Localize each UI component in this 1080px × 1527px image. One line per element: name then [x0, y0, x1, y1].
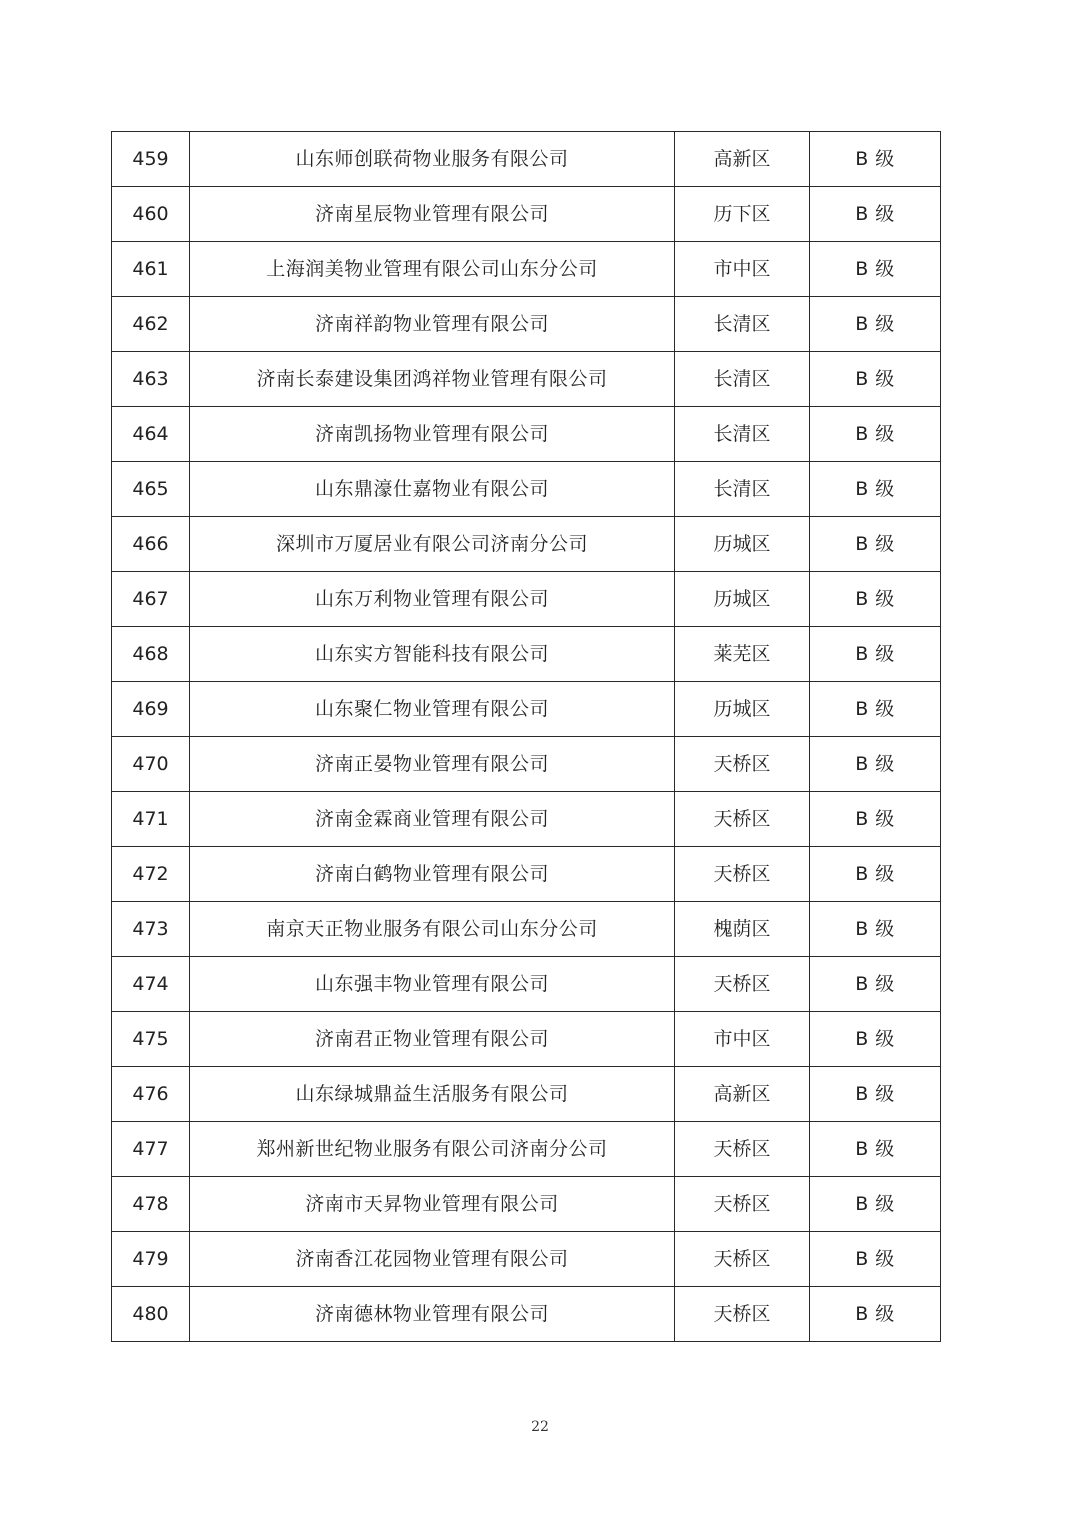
row-number-cell: 478	[112, 1177, 190, 1232]
row-number-cell: 471	[112, 792, 190, 847]
table-row	[112, 957, 941, 1012]
table-row	[112, 1067, 941, 1122]
table-row	[112, 1232, 941, 1287]
company-name-cell: 济南香江花园物业管理有限公司	[190, 1232, 675, 1287]
row-number-cell: 459	[112, 132, 190, 187]
district-cell: 天桥区	[675, 957, 810, 1012]
grade-cell: B 级	[810, 902, 941, 957]
table-row	[112, 1012, 941, 1067]
row-number-cell: 479	[112, 1232, 190, 1287]
company-name-cell: 山东万利物业管理有限公司	[190, 572, 675, 627]
row-number-cell: 461	[112, 242, 190, 297]
table-row	[112, 462, 941, 517]
grade-cell: B 级	[810, 1232, 941, 1287]
row-number-cell: 475	[112, 1012, 190, 1067]
row-number-cell: 477	[112, 1122, 190, 1177]
company-name-cell: 济南星辰物业管理有限公司	[190, 187, 675, 242]
company-name-cell: 济南白鹤物业管理有限公司	[190, 847, 675, 902]
table-row	[112, 682, 941, 737]
row-number-cell: 463	[112, 352, 190, 407]
table-row	[112, 737, 941, 792]
company-name-cell: 济南长泰建设集团鸿祥物业管理有限公司	[190, 352, 675, 407]
district-cell: 长清区	[675, 407, 810, 462]
district-cell: 槐荫区	[675, 902, 810, 957]
district-cell: 高新区	[675, 132, 810, 187]
district-cell: 历下区	[675, 187, 810, 242]
district-cell: 天桥区	[675, 1287, 810, 1342]
table-row	[112, 132, 941, 187]
district-cell: 市中区	[675, 1012, 810, 1067]
property-company-table	[111, 131, 941, 1342]
grade-cell: B 级	[810, 132, 941, 187]
grade-cell: B 级	[810, 297, 941, 352]
page-number: 22	[531, 1419, 549, 1435]
grade-cell: B 级	[810, 1122, 941, 1177]
district-cell: 历城区	[675, 517, 810, 572]
row-number-cell: 467	[112, 572, 190, 627]
grade-cell: B 级	[810, 352, 941, 407]
table-row	[112, 352, 941, 407]
table-row	[112, 297, 941, 352]
table-row	[112, 792, 941, 847]
grade-cell: B 级	[810, 187, 941, 242]
row-number-cell: 465	[112, 462, 190, 517]
row-number-cell: 462	[112, 297, 190, 352]
row-number-cell: 469	[112, 682, 190, 737]
row-number-cell: 464	[112, 407, 190, 462]
table-row	[112, 1177, 941, 1232]
table-row	[112, 847, 941, 902]
grade-cell: B 级	[810, 847, 941, 902]
table-row	[112, 517, 941, 572]
table-row	[112, 1287, 941, 1342]
district-cell: 天桥区	[675, 737, 810, 792]
row-number-cell: 476	[112, 1067, 190, 1122]
company-name-cell: 上海润美物业管理有限公司山东分公司	[190, 242, 675, 297]
grade-cell: B 级	[810, 792, 941, 847]
district-cell: 天桥区	[675, 1177, 810, 1232]
row-number-cell: 472	[112, 847, 190, 902]
table-row	[112, 1122, 941, 1177]
company-name-cell: 山东聚仁物业管理有限公司	[190, 682, 675, 737]
company-name-cell: 济南祥韵物业管理有限公司	[190, 297, 675, 352]
grade-cell: B 级	[810, 1177, 941, 1232]
company-name-cell: 山东鼎濠仕嘉物业有限公司	[190, 462, 675, 517]
table-body	[112, 132, 941, 1342]
grade-cell: B 级	[810, 242, 941, 297]
company-name-cell: 济南君正物业管理有限公司	[190, 1012, 675, 1067]
row-number-cell: 468	[112, 627, 190, 682]
company-name-cell: 山东师创联荷物业服务有限公司	[190, 132, 675, 187]
table-row	[112, 187, 941, 242]
company-name-cell: 济南金霖商业管理有限公司	[190, 792, 675, 847]
grade-cell: B 级	[810, 462, 941, 517]
district-cell: 历城区	[675, 682, 810, 737]
grade-cell: B 级	[810, 1287, 941, 1342]
table-row	[112, 242, 941, 297]
company-name-cell: 深圳市万厦居业有限公司济南分公司	[190, 517, 675, 572]
table-row	[112, 902, 941, 957]
company-name-cell: 济南德林物业管理有限公司	[190, 1287, 675, 1342]
table-row	[112, 572, 941, 627]
row-number-cell: 474	[112, 957, 190, 1012]
grade-cell: B 级	[810, 1012, 941, 1067]
row-number-cell: 480	[112, 1287, 190, 1342]
district-cell: 天桥区	[675, 847, 810, 902]
district-cell: 长清区	[675, 462, 810, 517]
row-number-cell: 466	[112, 517, 190, 572]
grade-cell: B 级	[810, 572, 941, 627]
grade-cell: B 级	[810, 627, 941, 682]
grade-cell: B 级	[810, 682, 941, 737]
district-cell: 市中区	[675, 242, 810, 297]
company-name-cell: 山东实方智能科技有限公司	[190, 627, 675, 682]
company-name-cell: 郑州新世纪物业服务有限公司济南分公司	[190, 1122, 675, 1177]
company-name-cell: 济南凯扬物业管理有限公司	[190, 407, 675, 462]
district-cell: 天桥区	[675, 1232, 810, 1287]
row-number-cell: 460	[112, 187, 190, 242]
district-cell: 长清区	[675, 352, 810, 407]
district-cell: 天桥区	[675, 1122, 810, 1177]
company-name-cell: 山东强丰物业管理有限公司	[190, 957, 675, 1012]
company-name-cell: 山东绿城鼎益生活服务有限公司	[190, 1067, 675, 1122]
company-name-cell: 济南市天昇物业管理有限公司	[190, 1177, 675, 1232]
grade-cell: B 级	[810, 957, 941, 1012]
row-number-cell: 470	[112, 737, 190, 792]
district-cell: 历城区	[675, 572, 810, 627]
district-cell: 莱芜区	[675, 627, 810, 682]
district-cell: 高新区	[675, 1067, 810, 1122]
table-row	[112, 407, 941, 462]
grade-cell: B 级	[810, 737, 941, 792]
table-row	[112, 627, 941, 682]
grade-cell: B 级	[810, 407, 941, 462]
row-number-cell: 473	[112, 902, 190, 957]
company-name-cell: 济南正晏物业管理有限公司	[190, 737, 675, 792]
district-cell: 天桥区	[675, 792, 810, 847]
grade-cell: B 级	[810, 1067, 941, 1122]
grade-cell: B 级	[810, 517, 941, 572]
district-cell: 长清区	[675, 297, 810, 352]
company-name-cell: 南京天正物业服务有限公司山东分公司	[190, 902, 675, 957]
